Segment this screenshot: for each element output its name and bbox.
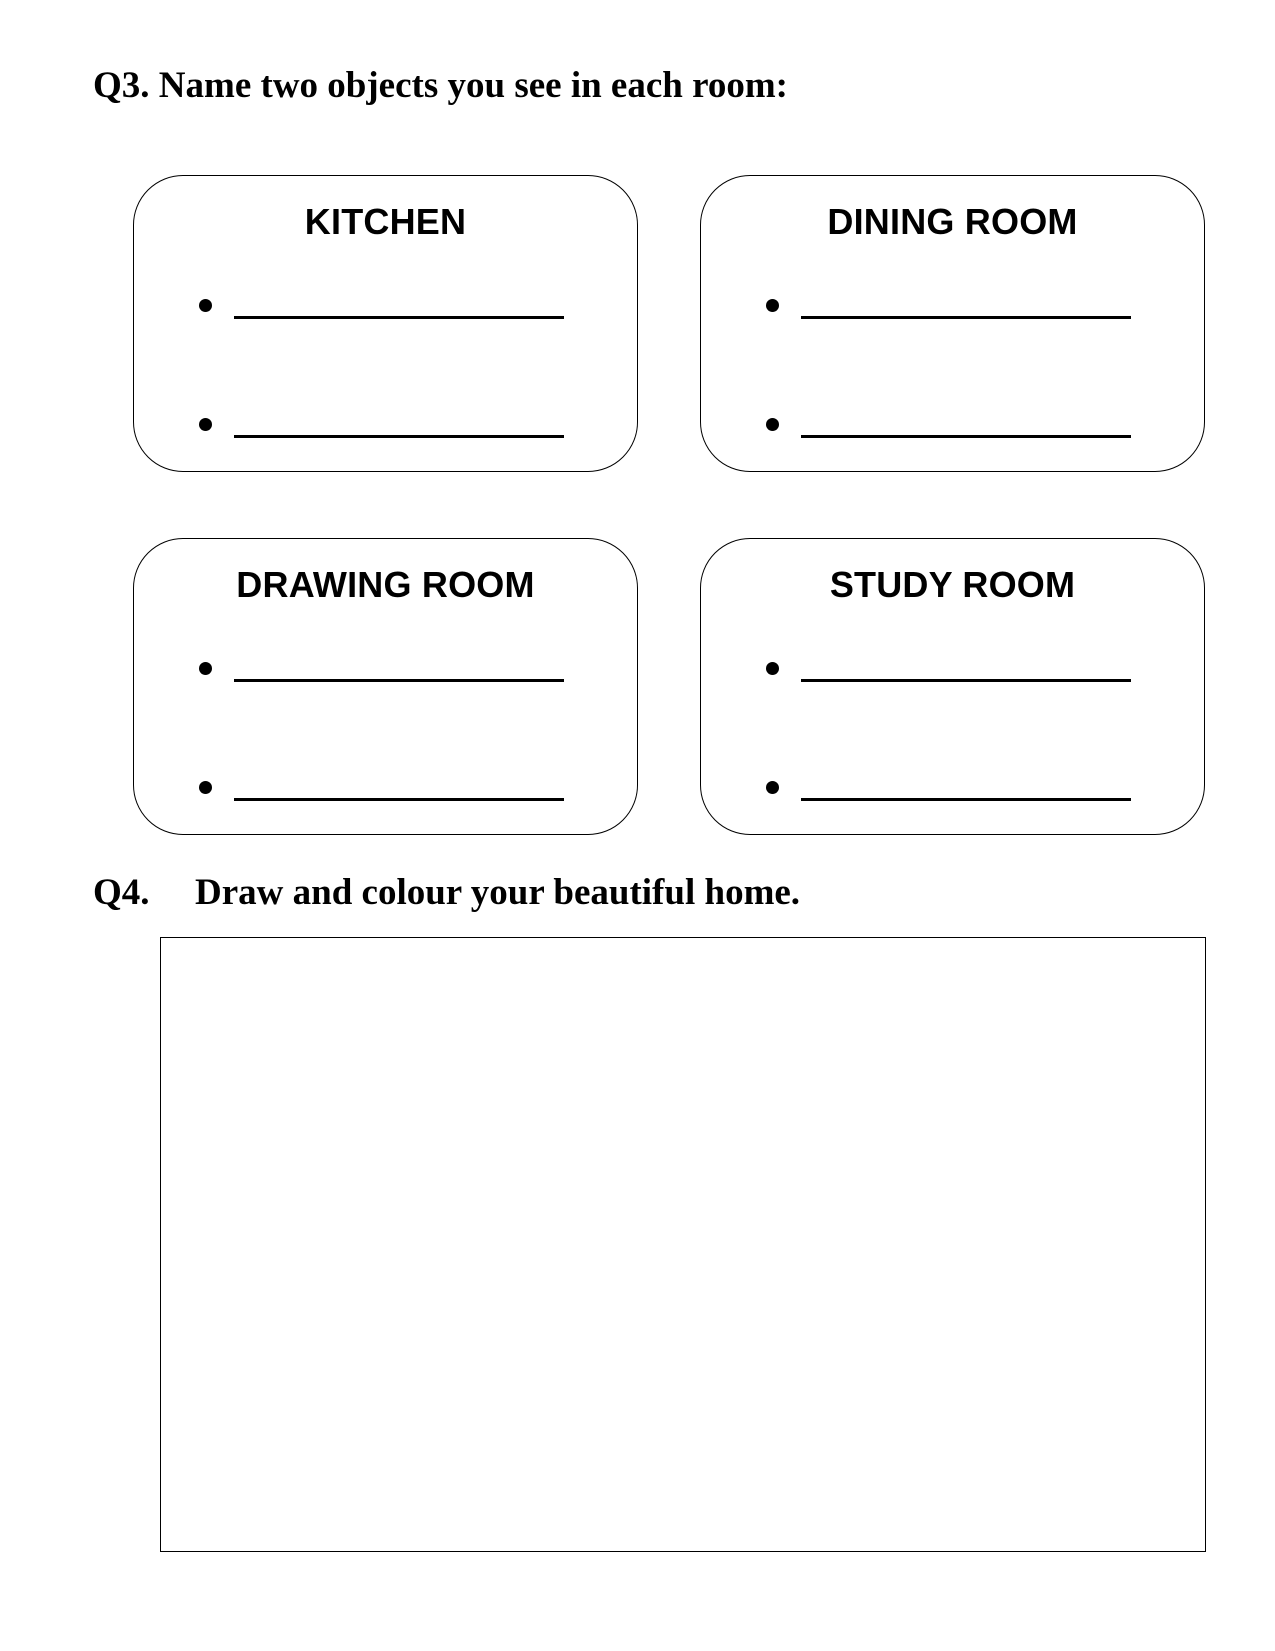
- room-box-dining-room: [700, 175, 1205, 472]
- room-box-kitchen: [133, 175, 638, 472]
- answer-line[interactable]: [199, 771, 569, 801]
- answer-blank[interactable]: [234, 316, 564, 319]
- answer-blank[interactable]: [801, 679, 1131, 682]
- bullet-icon: [766, 299, 779, 312]
- question-4-number: Q4.: [93, 872, 150, 913]
- bullet-icon: [199, 781, 212, 794]
- bullet-icon: [766, 662, 779, 675]
- bullet-icon: [199, 418, 212, 431]
- question-4-text: Draw and colour your beautiful home.: [195, 872, 801, 913]
- room-title-kitchen: KITCHEN: [304, 201, 467, 242]
- room-box-drawing-room: [133, 538, 638, 835]
- answer-blank[interactable]: [234, 798, 564, 801]
- answer-line[interactable]: [766, 652, 1136, 682]
- room-box-study-room: [700, 538, 1205, 835]
- answer-blank[interactable]: [234, 435, 564, 438]
- question-4-heading: [93, 874, 800, 911]
- answer-line[interactable]: [766, 408, 1136, 438]
- drawing-area[interactable]: [160, 937, 1206, 1552]
- bullet-icon: [766, 781, 779, 794]
- answer-line[interactable]: [199, 652, 569, 682]
- answer-blank[interactable]: [234, 679, 564, 682]
- question-3-heading: Q3. Name two objects you see in each room:: [93, 65, 788, 106]
- room-title-drawing-room: DRAWING ROOM: [236, 564, 535, 605]
- bullet-icon: [199, 299, 212, 312]
- bullet-icon: [766, 418, 779, 431]
- bullet-icon: [199, 662, 212, 675]
- room-title-study-room: STUDY ROOM: [829, 564, 1076, 605]
- answer-line[interactable]: [766, 289, 1136, 319]
- answer-line[interactable]: [766, 771, 1136, 801]
- answer-blank[interactable]: [801, 435, 1131, 438]
- room-title-dining-room: DINING ROOM: [827, 201, 1078, 242]
- answer-line[interactable]: [199, 289, 569, 319]
- answer-blank[interactable]: [801, 798, 1131, 801]
- answer-blank[interactable]: [801, 316, 1131, 319]
- answer-line[interactable]: [199, 408, 569, 438]
